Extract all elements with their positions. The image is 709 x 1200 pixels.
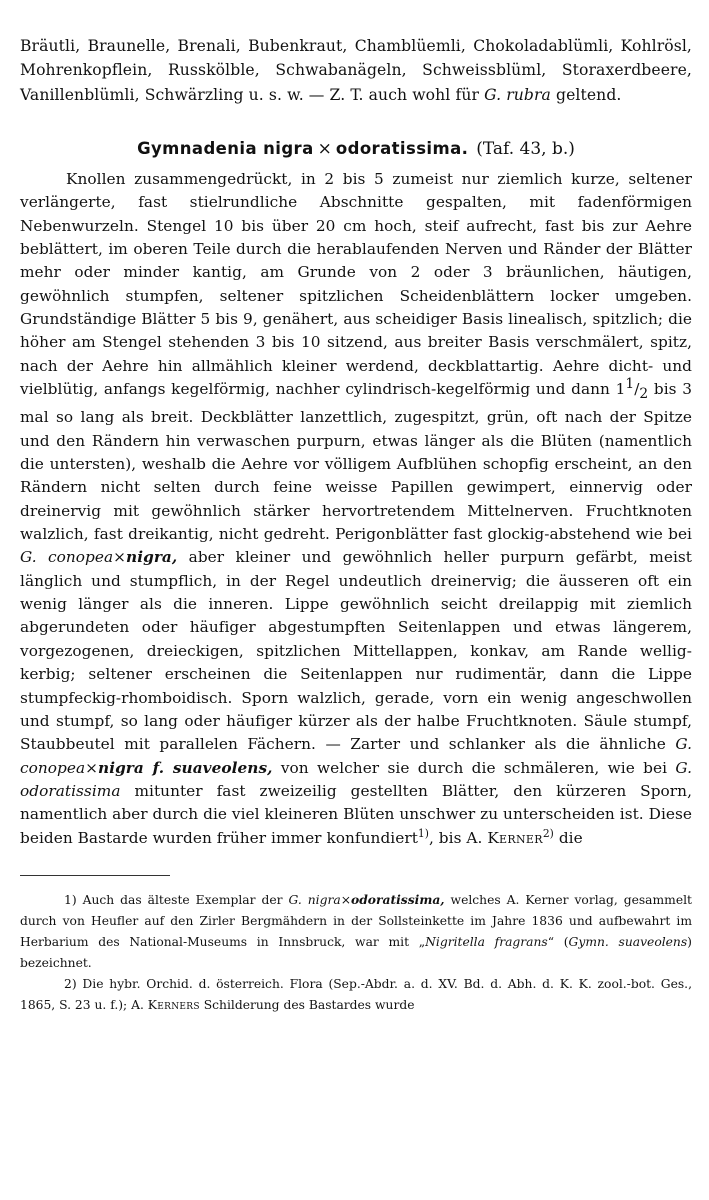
taxon-name: nigra, [126, 548, 178, 567]
footnote-text: “ ( [547, 934, 569, 949]
taxon-name: G. odoratissima [20, 758, 692, 800]
description-text: bis 3 mal so lang als breit. Deckblätter lanzettlich, zugespitzt, grün, oft nach der Spitze und den Rändern hin verwaschen purpurn, etwas länger als die Blüten (namentlich die untersten), weshalb die Aehre vor völligem Aufblühen schopfig erscheint, an den Rändern nicht selten durch feine weisse Papillen gewimpert, einnervig oder dreinervig mit gewöhnlich stärker hervortretendem Mittelnerven. Fruchtknoten walzlich, fast dreikantig, nicht gedreht. Perigonblätter fast glockig-abstehend wie bei [20, 379, 693, 544]
footnote-text: welches A. Kerner vorlag, gesammelt durch von Heufler auf den Zirler Bergmähdern in der Sollsteinkette im Jahre 1836 und aufbewahrt im Herbarium des National-Museums in Innsbruck, war mit „ [20, 892, 692, 949]
taxon-name: odoratissima, [351, 891, 445, 907]
footnote-text: Die hybr. Orchid. d. österreich. Flora (Sep.-Abdr. a. d. XV. Bd. d. Abh. d. K. K. zool.-bot. Ges., 1865, S. 23 u. f.); A. [20, 976, 692, 1012]
hybrid-sign: × [340, 892, 351, 907]
description-text: aber kleiner und gewöhnlich heller purpurn gefärbt, meist länglich und stumpflich, in der Regel undeutlich dreinervig; die äusseren oft ein wenig länger als die inneren. Lippe gewöhnlich seicht dreilappig mit ziemlich abgerundeten oder häufiger abgestumpften Seitenlappen und etwas längerem, vorgezogenen, dreieckigen, spitzlichen Mittellappen, konkav, am Rande wellig-kerbig; seltener erscheinen die Seitenlappen nur rudimentär, dann die Lippe stumpfeckig-rhomboidisch. Sporn walzlich, gerade, vorn ein wenig angeschwollen und stumpf, so lang oder häufiger kürzer als der halbe Fruchtknoten. Säule stumpf, Staubbeutel mit parallelen Fächern. — Zarter und schlanker als die ähnliche [20, 548, 692, 754]
hybrid-sign: × [317, 138, 332, 159]
species-description [20, 168, 692, 850]
footnote-reference-1[interactable]: 1) [417, 826, 429, 840]
previous-paragraph-text-end: geltend. [550, 85, 622, 104]
description-text: von welcher sie durch die schmäleren, wie bei [272, 758, 676, 777]
document-page [20, 34, 692, 1016]
footnote-2 [20, 974, 692, 1016]
footnote-text: Schilderung des Bastardes wurde [199, 997, 415, 1012]
taxon-name: G. conopea [20, 735, 692, 777]
description-text: Knollen zusammengedrückt, in 2 bis 5 zumeist nur ziemlich kurze, seltener verlängerte, fast stielrundliche Abschnitte gespalten, mit fadenförmigen Nebenwurzeln. Stengel 10 bis über 20 cm hoch, steif aufrecht, fast bis zur Aehre beblättert, im oberen Teile durch die herablaufenden Nerven und Ränder der Blätter mehr oder minder kantig, am Grunde von 2 oder 3 bräunlichen, häutigen, gewöhnlich stumpfen, seltener spitzlichen Scheidenblättern locker umgeben. Grundständige Blätter 5 bis 9, genähert, aus scheidiger Basis linealisch, spitzlich; die höher am Stengel stehenden 3 bis 10 sitzend, aus breiter Basis verschmälert, spitz, nach der Aehre hin allmählich kleiner werdend, deckblattartig. Aehre dicht- und vielblütig, anfangs kegelförmig, nachher cylindrisch-kegelförmig und dann 1 [20, 169, 692, 398]
author-name: Kerners [147, 997, 200, 1012]
taxon-name: Nigritella fragrans [425, 934, 548, 949]
author-name: Kerner [487, 828, 543, 847]
hybrid-sign: × [113, 548, 127, 567]
taxon-name: G. nigra [288, 892, 341, 907]
footnote-divider [20, 875, 170, 876]
taxon-name: G. conopea [20, 548, 114, 567]
description-text: mitunter fast zweizeilig gestellten Blätter, den kürzeren Sporn, namentlich aber durch die viel kleineren Blüten unschwer zu unterscheiden ist. Diese beiden Bastarde wurden früher immer konfundiert [20, 781, 692, 847]
species-heading [20, 138, 692, 160]
plate-reference: (Taf. 43, b.) [476, 138, 575, 159]
footnote-text: Auch das älteste Exemplar der [76, 892, 289, 907]
fraction-denominator: 2 [639, 386, 649, 403]
fraction-slash: / [634, 379, 640, 398]
footnote-number: 2) [64, 976, 77, 991]
species-name-part2: odoratissima. [335, 138, 469, 158]
taxon-name: G. rubra [484, 85, 551, 104]
footnote-text: ) bezeichnet. [20, 934, 692, 970]
taxon-name: Gymn. suaveolens [568, 934, 688, 949]
previous-paragraph-text: Bräutli, Braunelle, Brenali, Bubenkraut, Chamblüemli, Chokoladablümli, Kohlrösl, Mohrenkopflein, Russkölble, Schwabanägeln, Schweissblüml, Storaxerdbeere, Vanillenblümli, Schwärzling u. s. w. — Z. T. auch wohl für [20, 37, 692, 104]
hybrid-sign: × [85, 758, 99, 777]
taxon-name: nigra f. suaveolens, [98, 758, 273, 777]
previous-paragraph-continuation [20, 34, 692, 107]
footnote-1 [20, 889, 692, 974]
species-name-part1: Gymnadenia nigra [137, 138, 314, 158]
fraction-numerator: 1 [625, 375, 635, 392]
footnote-number: 1) [64, 892, 77, 907]
footnote-reference-2[interactable]: 2) [542, 826, 554, 840]
description-text: , bis A. [428, 828, 488, 847]
description-text: die [553, 828, 583, 847]
